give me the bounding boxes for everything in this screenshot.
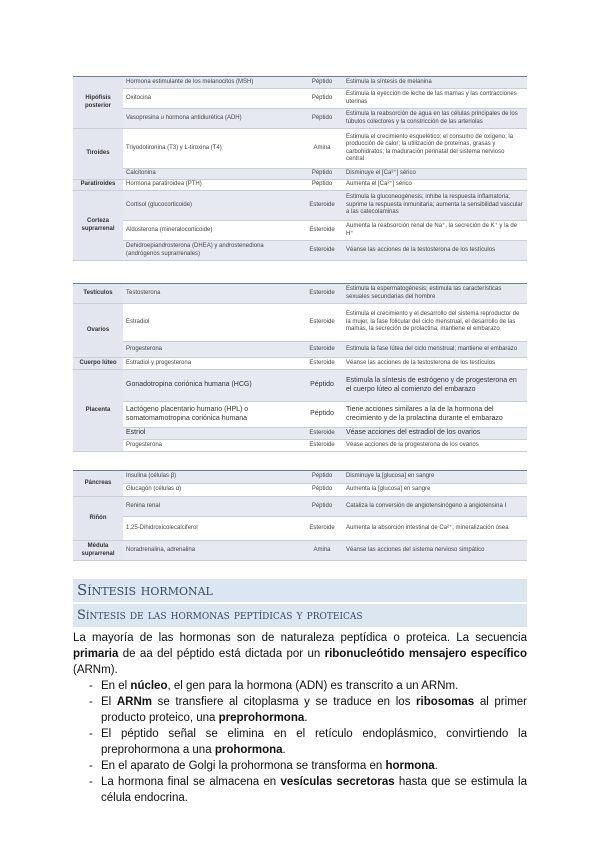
type-cell: Esteroide — [301, 241, 343, 261]
hormone-cell: Renina renal — [123, 497, 301, 517]
function-cell: Estimula la gluconeogénesis; inhibe la respuesta inflamatoria; suprime la respuesta inmunitaria; aumenta la sensibilidad vascular a las catecolaminas — [343, 191, 527, 221]
function-cell: Véanse las acciones de la testosterona de los testículos — [343, 241, 527, 261]
table-row — [73, 402, 527, 428]
hormone-cell: Dehidroepiandrosterona (DHEA) y androstenediona (andrógenos suprarrenales) — [123, 241, 301, 261]
item-text: La hormona final se almacena en — [101, 776, 281, 788]
gland-cell: Corteza suprarrenal — [73, 191, 123, 261]
function-cell: Véase acciones del estradiol de los ovarios — [343, 428, 527, 440]
hormone-cell: Oxitocina — [123, 89, 301, 109]
type-cell: Péptido — [301, 484, 343, 497]
item-text: En el aparato de Golgi la prohormona se transforma en — [101, 760, 386, 772]
table-row — [73, 541, 527, 561]
type-cell: Esteroide — [301, 517, 343, 541]
type-cell: Esteroide — [301, 428, 343, 440]
hormone-cell: Estradiol — [123, 304, 301, 342]
table-row — [73, 342, 527, 358]
table-row — [73, 191, 527, 221]
type-cell: Péptido — [301, 402, 343, 428]
function-cell: Véase acciones de la progesterona de los ovarios — [343, 440, 527, 452]
item-text: hasta que se estimula la célula endocrina. — [101, 776, 528, 804]
hormone-table-2 — [73, 283, 527, 452]
item-bold: vesículas secretoras — [280, 776, 395, 788]
function-cell: Cataliza la conversión de angiotensinógeno a angiotensina I — [343, 497, 527, 517]
item-bold: hormona — [385, 760, 435, 772]
list-item — [73, 726, 527, 758]
table-row — [73, 77, 527, 89]
table-row — [73, 484, 527, 497]
type-cell: Péptido — [301, 471, 343, 484]
hormone-cell: Estriol — [123, 428, 301, 440]
table-row — [73, 180, 527, 191]
hormone-cell: Insulina (células β) — [123, 471, 301, 484]
type-cell: Esteroide — [301, 221, 343, 241]
intro-text: La mayoría de las hormonas son de naturaleza peptídica o proteica. La secuencia — [73, 632, 527, 644]
subsection-heading: Síntesis de las hormonas peptídicas y proteicas — [73, 604, 527, 627]
hormone-cell: Cortisol (glucocorticoide) — [123, 191, 301, 221]
intro-text: de aa del péptido está dictada por un — [118, 648, 325, 660]
item-text: . — [434, 760, 438, 772]
hormone-cell: Progesterona — [123, 342, 301, 358]
item-bold: ribosomas — [416, 696, 475, 708]
type-cell: Esteroide — [301, 358, 343, 370]
table-row — [73, 221, 527, 241]
item-text: al primer producto proteico, una — [101, 696, 527, 724]
function-cell: Estimula la eyección de leche de las mamas y las contracciones uterinas — [343, 89, 527, 109]
type-cell: Péptido — [301, 89, 343, 109]
gland-cell: Tiroides — [73, 129, 123, 180]
table-row — [73, 358, 527, 370]
item-text: En el — [101, 680, 131, 692]
table-row — [73, 89, 527, 109]
table-row — [73, 241, 527, 261]
item-text: . — [304, 712, 308, 724]
item-text: El péptido señal se elimina en el retículo endoplásmico, convirtiendo la preprohormona a una — [101, 728, 527, 756]
hormone-cell: Estradiol y progesterona — [123, 358, 301, 370]
item-text: . — [282, 744, 286, 756]
type-cell: Esteroide — [301, 191, 343, 221]
hormone-cell: Glucagón (células α) — [123, 484, 301, 497]
function-cell: Disminuye el [Ca²⁺] sérico — [343, 169, 527, 180]
function-cell: Estimula la fase lútea del ciclo menstrual; mantiene el embarazo — [343, 342, 527, 358]
item-text: , el gen para la hormona (ADN) es transcrito a un ARNm. — [167, 680, 459, 692]
hormone-cell: Lactógeno placentario humano (HPL) o somatomamotropina coriónica humana — [123, 402, 301, 428]
gland-cell: Placenta — [73, 370, 123, 452]
table-row — [73, 497, 527, 517]
table-row — [73, 129, 527, 169]
item-text: se transfiere al citoplasma y se traduce en los — [152, 696, 417, 708]
list-item — [73, 758, 527, 774]
list-item — [73, 678, 527, 694]
steps-list — [73, 678, 527, 806]
gland-cell: Hipófisis posterior — [73, 77, 123, 129]
item-text: El — [101, 696, 117, 708]
dash: - — [89, 760, 93, 772]
type-cell: Péptido — [301, 180, 343, 191]
list-item — [73, 774, 527, 806]
hormone-cell: 1,25-Dihidroxicolecalciferol — [123, 517, 301, 541]
gland-cell: Testículos — [73, 284, 123, 304]
hormone-cell: Gonadotropina coriónica humana (HCG) — [123, 370, 301, 402]
item-bold: prohormona — [214, 744, 283, 756]
table-row — [73, 109, 527, 129]
type-cell: Péptido — [301, 370, 343, 402]
table-row — [73, 284, 527, 304]
hormone-cell: Hormona estimulante de los melanocitos (MSH) — [123, 77, 301, 89]
function-cell: Tiene acciones similares a la de la hormona del crecimiento y de la prolactina durante el embarazo — [343, 402, 527, 428]
hormone-cell: Triyodotironina (T3) y L-tiroxina (T4) — [123, 129, 301, 169]
hormone-table-3 — [73, 470, 527, 561]
intro-bold: ribonucleótido mensajero específico — [324, 648, 527, 660]
table-row — [73, 169, 527, 180]
type-cell: Péptido — [301, 169, 343, 180]
type-cell: Esteroide — [301, 342, 343, 358]
hormone-cell: Hormona paratiroidea (PTH) — [123, 180, 301, 191]
hormone-cell: Calcitonina — [123, 169, 301, 180]
table-row — [73, 471, 527, 484]
type-cell: Esteroide — [301, 304, 343, 342]
hormone-cell: Noradrenalina, adrenalina — [123, 541, 301, 561]
hormone-cell: Aldosterona (mineralocorticoide) — [123, 221, 301, 241]
type-cell: Esteroide — [301, 440, 343, 452]
function-cell: Véanse las acciones de la testosterona de los testículos — [343, 358, 527, 370]
function-cell: Véanse las acciones del sistema nervioso simpático — [343, 541, 527, 561]
intro-paragraph — [73, 630, 527, 678]
gland-cell: Ovarios — [73, 304, 123, 358]
type-cell: Péptido — [301, 497, 343, 517]
function-cell: Estimula la espermatogénesis; estimula las características sexuales secundarias del hombre — [343, 284, 527, 304]
function-cell: Aumenta el [Ca²⁺] sérico — [343, 180, 527, 191]
table-row — [73, 428, 527, 440]
hormone-table-1 — [73, 76, 527, 261]
intro-bold: primaria — [73, 648, 119, 660]
hormone-cell: Vasopresina u hormona antidiurética (ADH) — [123, 109, 301, 129]
hormone-cell: Progesterona — [123, 440, 301, 452]
dash: - — [89, 728, 93, 740]
item-bold: preprohormona — [218, 712, 305, 724]
function-cell: Estimula la síntesis de melanina — [343, 77, 527, 89]
item-bold: núcleo — [130, 680, 168, 692]
function-cell: Estimula el crecimiento esquelético; el consumo de oxígeno; la producción de calor; la utilización de proteínas, grasas y carbohidratos; la maduración perinatal del sistema nervioso central — [343, 129, 527, 169]
function-cell: Disminuye la [glucosa] en sangre — [343, 471, 527, 484]
gland-cell: Riñón — [73, 497, 123, 541]
type-cell: Amina — [301, 541, 343, 561]
hormone-cell: Testosterona — [123, 284, 301, 304]
list-item — [73, 694, 527, 726]
dash: - — [89, 776, 93, 788]
gland-cell: Cuerpo lúteo — [73, 358, 123, 370]
table-row — [73, 304, 527, 342]
intro-text: (ARNm). — [73, 664, 118, 676]
gland-cell: Médula suprarrenal — [73, 541, 123, 561]
type-cell: Esteroide — [301, 284, 343, 304]
table-row — [73, 440, 527, 452]
function-cell: Estimula la síntesis de estrógeno y de progesterona en el cuerpo lúteo al comienzo del embarazo — [343, 370, 527, 402]
type-cell: Péptido — [301, 109, 343, 129]
function-cell: Estimula la reabsorción de agua en las células principales de los túbulos colectores y la constricción de las arteriolas — [343, 109, 527, 129]
dash: - — [89, 696, 93, 708]
type-cell: Amina — [301, 129, 343, 169]
section-heading: Síntesis hormonal — [73, 579, 527, 602]
function-cell: Aumenta la absorción intestinal de Ca²⁺; mineralización ósea — [343, 517, 527, 541]
table-row — [73, 370, 527, 402]
function-cell: Aumenta la [glucosa] en sangre — [343, 484, 527, 497]
gland-cell: Páncreas — [73, 471, 123, 497]
dash: - — [89, 680, 93, 692]
gland-cell: Paratiroides — [73, 180, 123, 191]
function-cell: Estimula el crecimiento y el desarrollo del sistema reproductor de la mujer, la fase folicular del ciclo menstrual, el desarrollo de las mamas, la secreción de prolactina; mantiene el embarazo — [343, 304, 527, 342]
type-cell: Péptido — [301, 77, 343, 89]
body-text — [73, 630, 527, 806]
item-bold: ARNm — [116, 696, 152, 708]
table-row — [73, 517, 527, 541]
function-cell: Aumenta la reabsorción renal de Na⁺, la secreción de K⁺ y la de H⁺ — [343, 221, 527, 241]
